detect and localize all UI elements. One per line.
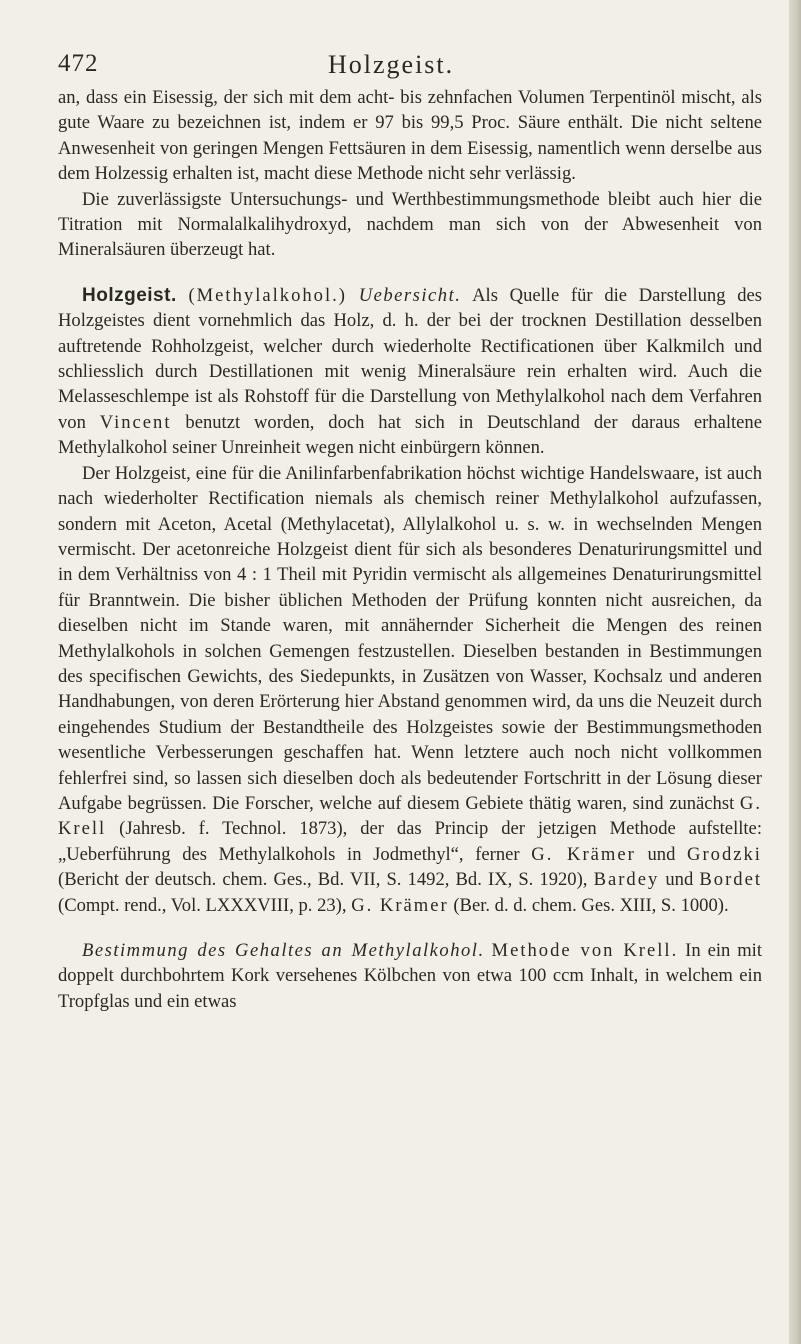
heading-synonym: (Methylalkohol.) [188,284,347,306]
paragraph-methods-history [58,461,762,918]
method-krell-label: Methode von Krell. [491,940,679,961]
overview-text-1: Als Quelle für die Darstellung des Holzgeistes dient vornehmlich das Holz, d. h. der bei der trocknen Destillation desselben auftretende Rohholzgeist, welcher durch wiederholte Rectificationen über Kalkmilch und schliesslich durch Destillationen mit wenig Mineralsäure rein erhalten wird. Auch die Melasseschlempe ist als Rohstoff für die Darstellung von Methylalkohol nach dem Verfahren von [58,284,762,433]
subheading-uebersicht: Uebersicht. [358,284,462,306]
page-number: 472 [58,50,99,77]
history-text-c: (Bericht der deutsch. chem. Ges., Bd. VII, S. 1492, Bd. IX, S. 1920), [58,869,588,891]
running-title: Holzgeist. [328,50,455,79]
body-text [58,85,762,1014]
paragraph-holzgeist-overview [58,283,762,461]
author-kraemer: G. Krämer [531,843,636,865]
paragraph-eisessig-continued: an, dass ein Eisessig, der sich mit dem acht- bis zehnfachen Volumen Terpentinöl mischt, als gute Waare zu bezeichnen ist, indem er 97 bis 99,5 Proc. Säure enthält. Die nicht seltene Anwesenheit von geringen Mengen Fettsäuren in dem Eisessig, namentlich wenn derselbe aus dem Holzessig erhalten ist, macht diese Methode nicht sehr verlässig. [58,87,762,185]
history-text-b: (Jahresb. f. Technol. 1873), der das Princip der jetzigen Methode aufstellte: „Ueberführung des Methylalkohols in Jodmethyl“, ferner [58,818,762,865]
bestimmung-text: In ein mit doppelt durchbohrtem Kork versehenes Kölbchen von etwa 100 ccm Inhalt, in welchem ein Tropfglas und ein etwas [58,940,762,1012]
paragraph-bestimmung [58,938,762,1014]
author-vincent: Vincent [99,411,172,433]
subsection-heading-bestimmung: Bestimmung des Gehaltes an Methylalkohol. [82,940,485,961]
page-edge [789,0,801,1344]
history-und-2: und [665,869,694,891]
author-grodzki: Grodzki [687,843,762,865]
author-kraemer-2: G. Krämer [351,894,449,916]
section-heading-holzgeist: Holzgeist. [82,284,177,306]
overview-text-2: benutzt worden, doch hat sich in Deutschland der daraus erhaltene Methylalkohol seiner Unreinheit wegen nicht einbürgern können. [58,411,762,459]
author-bardey: Bardey [593,869,660,891]
author-bordet: Bordet [699,869,762,891]
author-krell: G. Krell [58,792,762,840]
history-text-a: Der Holzgeist, eine für die Anilinfarbenfabrikation höchst wichtige Handelswaare, ist auch nach wiederholter Rectification niemals als chemisch reiner Methylalkohol aufzufassen, sondern mit Aceton, Acetal (Methylacetat), Allylalkohol u. s. w. in wechselnden Mengen vermischt. Der acetonreiche Holzgeist dient für sich als besonderes Denaturirungsmittel und in dem Verhältniss von 4 : 1 Theil mit Pyridin vermischt als allgemeines Denaturirungsmittel für Branntwein. Die bisher üblichen Methoden der Prüfung konnten nicht ausreichen, da dieselben nicht im Stande waren, mit annähernder Sicherheit die Mengen des reinen Methylalkohols in solchen Gemengen festzustellen. Dieselben bestanden in Bestimmungen des specifischen Gewichts, des Siedepunkts, in Zusätzen von Wasser, Kochsalz und anderen Handhabungen, von deren Erörterung hier Abstand genommen wird, da uns die Neuzeit durch eingehendes Studium der Bestandtheile des Holzgeistes sowie der Bestimmungsmethoden wesentliche Verbesserungen geschaffen hat. Wenn letztere auch noch nicht vollkommen fehlerfrei sind, so lassen sich dieselben doch als bedeutender Fortschritt in der Lösung dieser Aufgabe begrüssen. Die Forscher, welche auf diesem Gebiete thätig waren, sind zunächst [58,462,762,814]
history-text-d: (Compt. rend., Vol. LXXXVIII, p. 23), [58,894,347,916]
history-und: und [647,843,676,865]
page-header [58,50,758,86]
history-text-e: (Ber. d. d. chem. Ges. XIII, S. 1000). [453,894,729,916]
paragraph-titration: Die zuverlässigste Untersuchungs- und Werthbestimmungsmethode bleibt auch hier die Titration mit Normalalkalihydroxyd, nachdem man sich von der Abwesenheit von Mineralsäuren überzeugt hat. [58,188,762,261]
